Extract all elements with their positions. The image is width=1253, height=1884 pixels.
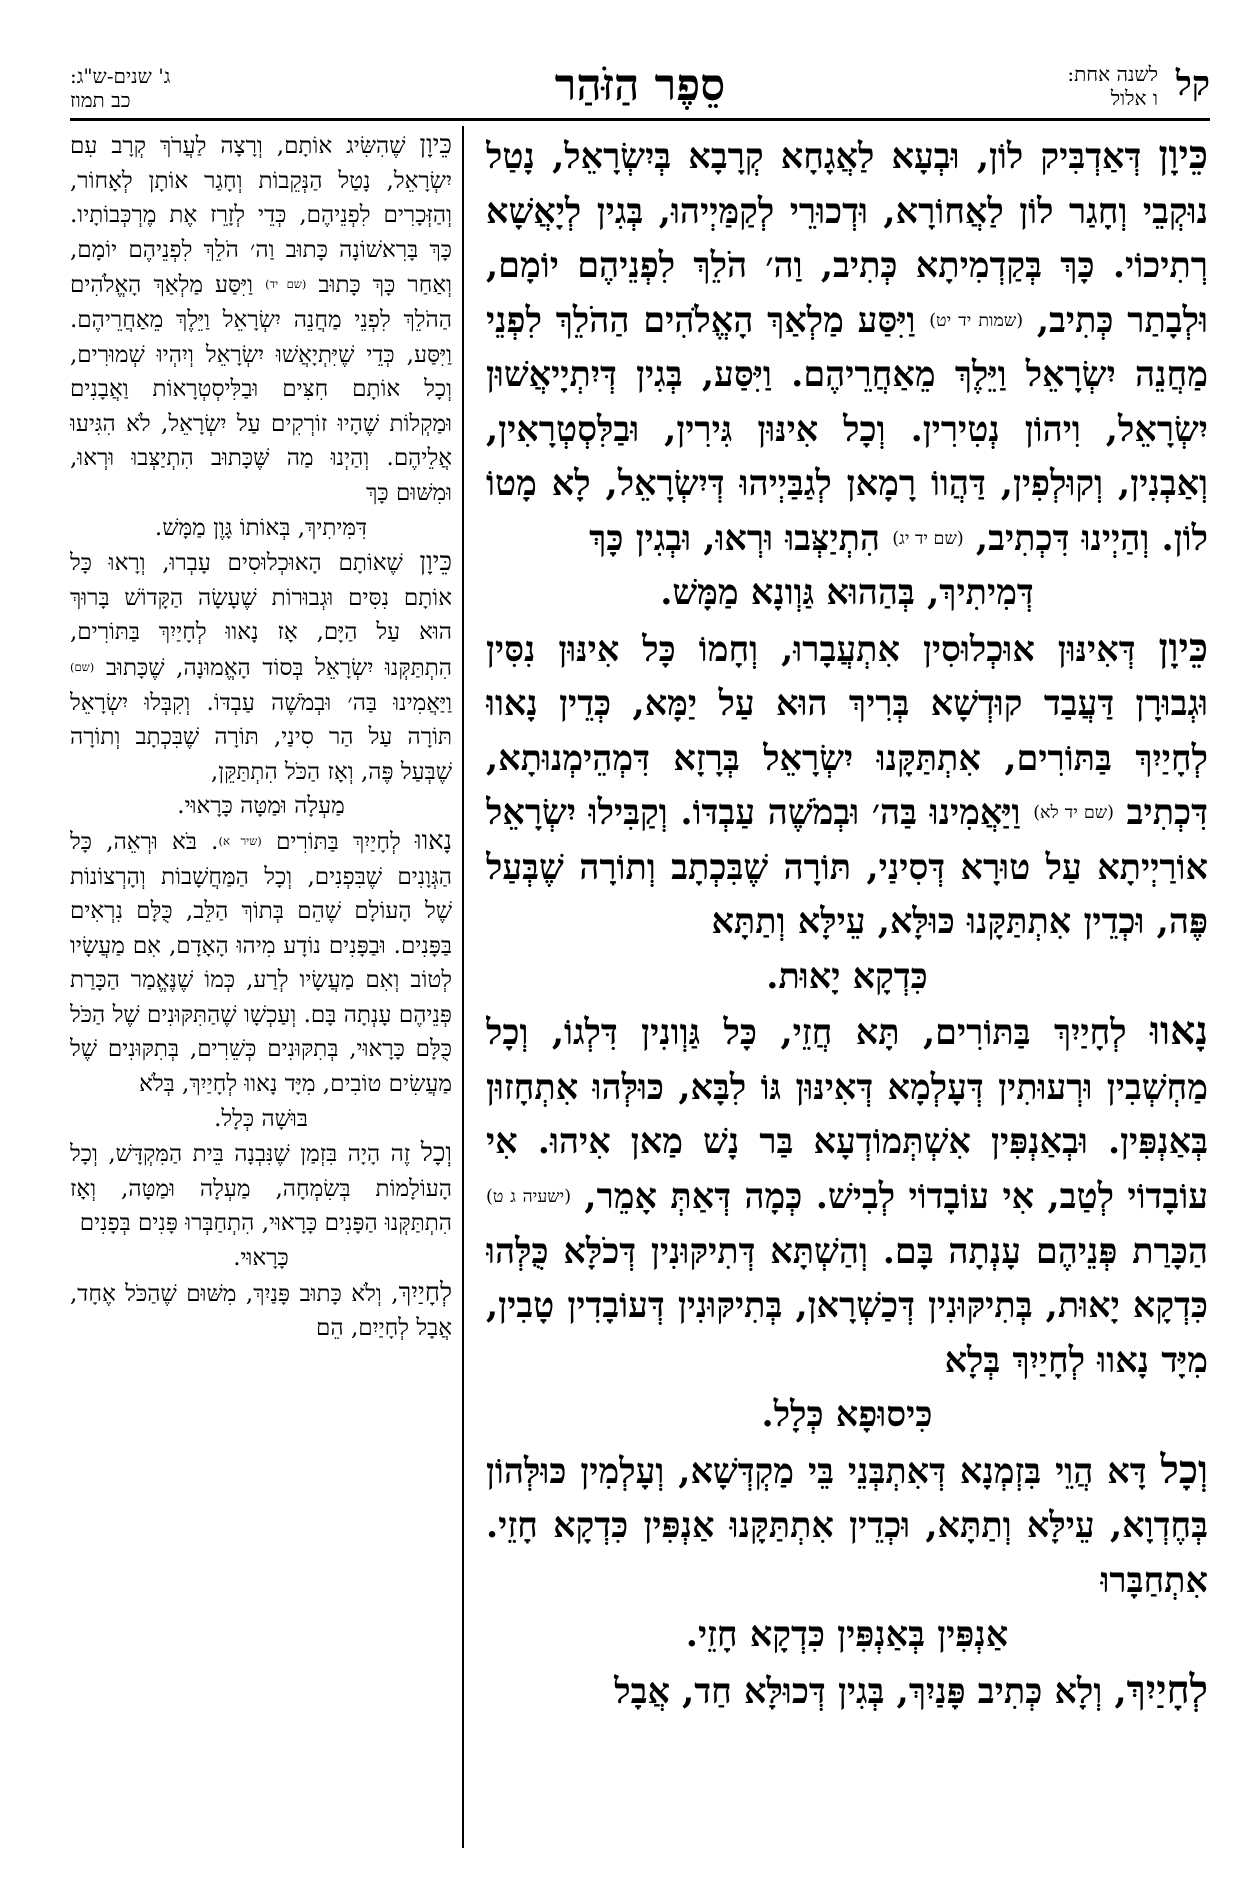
paragraph-end: כִּדְקָא יָאוּת. [766,955,928,997]
reading-schedule-three-years [70,64,250,112]
text-run: שֶׁהִשִּׂיג אוֹתָם, וְרָצָה לַעֲרֹךְ קְרָב עִם יִשְׂרָאֵל, נָטַל הַנְּקֵבוֹת וְחָגַר אוֹתָן לְאָחוֹר, וְהַזְּכָרִים לִפְנֵיהֶם, כְּדֵי לְזָרֵז אֶת מֶרְכְּבוֹתָיו. כָּךְ בָּרִאשׁוֹנָה כָּתוּב וַה׳ הֹלֵךְ לִפְנֵיהֶם יוֹמָם, וְאַחַר כָּךְ כָּתוּב [70,133,452,299]
verse-reference: (שם יד לא) [1033,803,1114,824]
paragraph [486,1004,1208,1388]
paragraph [70,128,452,511]
lead-word: וְכָל [1160,1446,1208,1493]
text-run: , וְלֹא כָּתוּב פָּנַיִךְ, מִשּׁוּם שֶׁהַכֹּל אֶחָד, אֲבָל לְחָיַיִם, הֵם [70,1280,452,1342]
page-header [70,60,1210,116]
text-run: לְחָיַיִךְ בַּתּוֹרִים [276,828,401,855]
text-run: . בֹּא וּרְאֵה, כָּל הַגְּוָנִים שֶׁבִּפְנִים, וְכָל הַמַּחֲשָׁבוֹת וְהָרְצוֹנוֹת שֶׁל הָעוֹלָם שֶׁהֵם בְּתוֹךְ הַלֵּב, כֻּלָּם נִרְאִים בַּפָּנִים. וּבַפָּנִים נוֹדָע מִיהוּ הָאָדָם, אִם מַעֲשָׂיו לְטוֹב וְאִם מַעֲשָׂיו לְרַע, כְּמוֹ שֶׁנֶּאֱמַר הַכָּרַת פְּנֵיהֶם עָנְתָה בָּם. וְעַכְשָׁו שֶׁהַתִּקּוּנִים שֶׁל הַכֹּל כֻּלָּם כָּרָאוּי, בְּתִקּוּנִים כְּשֵׁרִים, בְּתִקּוּנִים שֶׁל מַעֲשִׂים טוֹבִים, מִיָּד נָאווּ לְחָיַיִךְ, בְּלֹא [70,828,452,1098]
paragraph-end: כָּרָאוּי. [233,1245,289,1272]
verse-reference: (ישעיה ג ט) [486,1186,572,1207]
text-run: לְחָיַיִךְ בַּתּוֹרִים, תָּא חֲזֵי, כָּל גַּוְונִין דִּלְגוֹ, וְכָל מַחְשְׁבִין וּרְעוּתִין דְּעָלְמָא דְּאִינּוּן גּוֹ לִבָּא, כּוּלְּהוּ אִתְחָזוּן בְּאַנְפִּין. וּבְאַנְפִּין אִשְׁתְּמוֹדְעָא בַּר נָשׁ מַאן אִיהוּ. אִי עוֹבָדוֹי לְטַב, אִי עוֹבָדוֹי לְבִישׁ. כְּמָה דְּאַתְּ אָמֵר, [486,1012,1208,1217]
text-run: הִתְיַצְּבוּ וּרְאוּ, וּבְגִין כָּךְ [589,517,881,559]
lead-word: וְכָל [420,1138,452,1169]
schedule-date: כב תמוז [70,88,131,112]
text-run: וַיַּאֲמִינוּ בַּה׳ וּבְמֹשֶׁה עַבְדּוֹ. וְקִבְּלוּ יִשְׂרָאֵל תּוֹרָה עַל הַר סִינַי, תּוֹרָה שֶׁבִּכְתָב וְתוֹרָה שֶׁבְּעַל פֶּה, וְאָז הַכֹּל הִתְתַּקֵּן, [70,689,452,785]
lead-word: נָאווּ [1150,1008,1208,1055]
verse-reference: (שם) [70,659,95,674]
schedule-label: ג' שנים-ש"ג: [70,64,171,88]
paragraph [486,1663,1208,1720]
paragraph-end: מַעְלָה וּמַטָּה כָּרָאוּי. [177,793,345,820]
text-run: וַיִּסַּע מַלְאַךְ הָאֱלֹהִים הַהֹלֵךְ לִפְנֵי מַחֲנֵה יִשְׂרָאֵל וַיֵּלֶךְ מֵאַחֲרֵיהֶם. וַיִּסַּע, כְּדֵי שֶׁיִּתְיָאֲשׁוּ יִשְׂרָאֵל וְיִהְיוּ שְׁמוּרִים, וְכָל אוֹתָם חִצִּים וּבַלִּיסְטְרָאוֹת וַאֲבָנִים וּמַקְלוֹת שֶׁהָיוּ זוֹרְקִים עַל יִשְׂרָאֵל, לֹא הִגִּיעוּ אֲלֵיהֶם. וְהַיְנוּ מַה שֶּׁכָּתוּב הִתְיַצְּבוּ וּרְאוּ, וּמִשּׁוּם כָּךְ [70,272,452,506]
paragraph [70,824,452,1102]
text-run: דְּאַדְבִּיק לוֹן, וּבְעָא לַאֲגָחָא קְרָבָא בְּיִשְׂרָאֵל, נָטַל נוּקְבֵי וְחָגַר לוֹן לַאֲחוֹרָא, וּדְכוּרֵי לְקַמַּיְיהוּ, בְּגִין לְיָאֲשָׁא רְתִיכוֹי. כָּךְ בְּקַדְמִיתָא כְּתִיב, וַה׳ הֹלֵךְ לִפְנֵיהֶם יוֹמָם, וּלְבָתַר כְּתִיב, [486,136,1208,341]
paragraph [70,1276,452,1346]
paragraph-end: דִּמִּיתִיךְ, בְּאוֹתוֹ גָּוֶן מַמָּשׁ. [154,514,368,541]
paragraph [70,1136,452,1241]
paragraph [486,621,1208,950]
verse-reference: (שמות יד יט) [929,310,1024,331]
text-run: וַיִּסַּע מַלְאַךְ הָאֱלֹהִים הַהֹלֵךְ לִפְנֵי מַחֲנֵה יִשְׂרָאֵל וַיֵּלֶךְ מֵאַחֲרֵיהֶם. וַיִּסַּע, בְּגִין דְּיִתְיָיאֲשׁוּן יִשְׂרָאֵל, וִיהוֹן נְטִירִין. וְכָל אִינּוּן גִּירִין, וּבַלִּסְטְרָאִין, וְאַבְנִין, וְקוּלְפִין, דַּהֲווֹ רָמָאן לְגַבַּיְיהוּ דְּיִשְׂרָאֵל, לָא מָטוֹ לוֹן. וְהַיְינוּ דִּכְתִיב, [486,299,1208,559]
aramaic-text-column [486,128,1208,1848]
text-run: דָּא הֲוֵי בִּזְמְנָא דְּאִתְבְּנֵי בֵּי מַקְדְּשָׁא, וְעָלְמִין כּוּלְּהוֹן בְּחֶדְוָא, עֵילָּא וְתַתָּא, וּכְדֵין אִתְתַּקָּנוּ אַנְפִּין כִּדְקָא חָזֵי. אִתְחַבָּרוּ [486,1450,1208,1601]
schedule-label: לשנה אחת: [1067,62,1158,86]
text-run: וַיַּאֲמִינוּ בַּה׳ וּבְמֹשֶׁה עַבְדּוֹ. וְקַבִּילוּ יִשְׂרָאֵל אוֹרַיְיתָא עַל טוּרָא דְּסִינַי, תּוֹרָה שֶׁבִּכְתָב וְתוֹרָה שֶׁבְּעַל פֶּה, וּכְדֵין אִתְתַּקָּנוּ כּוּלָּא, עֵילָּא וְתַתָּא [486,792,1208,943]
book-title: סֵפֶר הַזֹּהַר [554,60,726,111]
text-run: זֶה הָיָה בִּזְמַן שֶׁנִּבְנָה בֵּית הַמִּקְדָּשׁ, וְכָל הָעוֹלָמוֹת בְּשִׂמְחָה, מַעְלָה וּמַטָּה, וְאָז הִתְתַּקְּנוּ הַפָּנִים כָּרָאוּי, הִתְחַבְּרוּ פָּנִים בְּפָנִים [70,1141,452,1237]
lead-word: לְחָיַיִךְ [398,1277,452,1308]
paragraph-end: אַנְפִּין בְּאַנְפִּין כִּדְקָא חָזֵי. [685,1614,1009,1655]
paragraph-end: כִּיסוּפָא כְּלָל. [761,1394,933,1435]
lead-word: כֵּיוָן [1158,624,1208,671]
paragraph [486,128,1208,566]
text-run: , וְלָא כְּתִיב פָּנַיִךְ, בְּגִין דְּכוּלָּא חַד, אֲבָל [614,1670,1127,1712]
paragraph-end: בּוּשָׁה כְּלָל. [214,1105,308,1132]
lead-word: נָאווּ [415,825,452,856]
header-rule [70,118,1210,121]
verse-reference: (שם יד יג) [892,528,964,549]
paragraph [486,1443,1208,1609]
lead-word: כֵּיוָן [419,130,452,160]
text-run: דְּאִינּוּן אוּכְלוּסִין אִתְעֲבָרוּ, וְחָמוֹ כָּל אִינּוּן נִסִּין וּגְבוּרָן דַּעֲבַד קוּדְשָׁא בְּרִיךְ הוּא עַל יַמָּא, כְּדֵין נָאווּ לְחָיַיִךְ בַּתּוֹרִים, אִתְתַּקָּנוּ יִשְׂרָאֵל בְּרָזָא דִּמְהֵימְנוּתָא, דִּכְתִיב [486,628,1208,834]
paragraph-end: דְּמִיתִיךְ, בְּהַהוּא גַּוְונָא מַמָּשׁ. [660,572,1034,614]
verse-reference: (שם יד) [265,277,307,292]
text-run: שֶׁאוֹתָם הָאוּכְלוּסִים עָבְרוּ, וְרָאוּ כָּל אוֹתָם נִסִּים וּגְבוּרוֹת שֶׁעָשָׂה הַקָּדוֹשׁ בָּרוּךְ הוּא עַל הַיָּם, אָז נָאווּ לְחָיַיִךְ בַּתּוֹרִים, הִתְתַּקְּנוּ יִשְׂרָאֵל בְּסוֹד הָאֱמוּנָה, שֶׁכָּתוּב [70,550,452,681]
column-divider [462,126,464,1848]
lead-word: כֵּיוָן [419,547,452,578]
hebrew-translation-column [70,128,452,1848]
page-number: קל [1175,64,1210,104]
schedule-date: ו אלול [1110,86,1158,110]
paragraph [70,545,452,789]
verse-reference: (שיר א) [218,833,262,848]
lead-word: כֵּיוָן [1158,132,1208,178]
text-run: הַכָּרַת פְּנֵיהֶם עָנְתָה בָּם. וְהַשְׁתָּא דְּתִיקּוּנִין דְּכֹלָּא כֻּלְּהוּ כִּדְקָא יָאוּת, בְּתִיקּוּנִין דְּכַשְׁרָאן, בְּתִיקּוּנִין דְּעוֹבָדִין טָבִין, מִיָּד נָאווּ לְחָיַיִךְ בְּלָא [486,1230,1208,1381]
lead-word: לְחָיַיִךְ [1126,1666,1208,1713]
